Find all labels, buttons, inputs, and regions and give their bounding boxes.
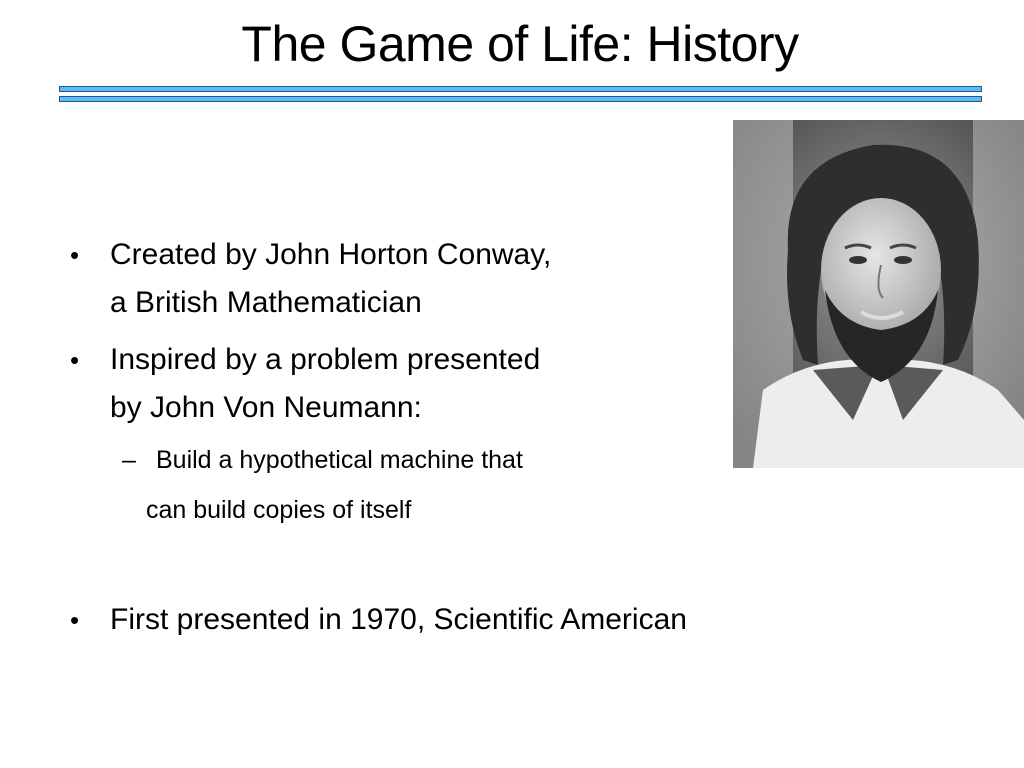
bullet-item-2-continued: by John Von Neumann:	[110, 391, 422, 424]
sub-bullet-item-continued: can build copies of itself	[146, 496, 412, 524]
bullet-item-1	[70, 232, 552, 278]
sub-bullet-dash: –	[122, 446, 136, 474]
slide-title: The Game of Life: History	[241, 16, 799, 72]
bullet-item-3	[70, 597, 687, 643]
sub-bullet-item	[122, 440, 523, 480]
bullet-text: Inspired by a problem presented	[110, 343, 541, 376]
bullet-item-2	[70, 337, 541, 383]
bullet-dot: •	[70, 605, 80, 635]
bullet-dot: •	[70, 240, 80, 270]
bullet-item-1-continued: a British Mathematician	[110, 286, 422, 319]
bullet-text: First presented in 1970, Scientific American	[110, 603, 687, 636]
bullet-text: Created by John Horton Conway,	[110, 238, 552, 271]
bullet-dot: •	[70, 345, 80, 375]
sub-bullet-text: Build a hypothetical machine that	[156, 446, 523, 474]
